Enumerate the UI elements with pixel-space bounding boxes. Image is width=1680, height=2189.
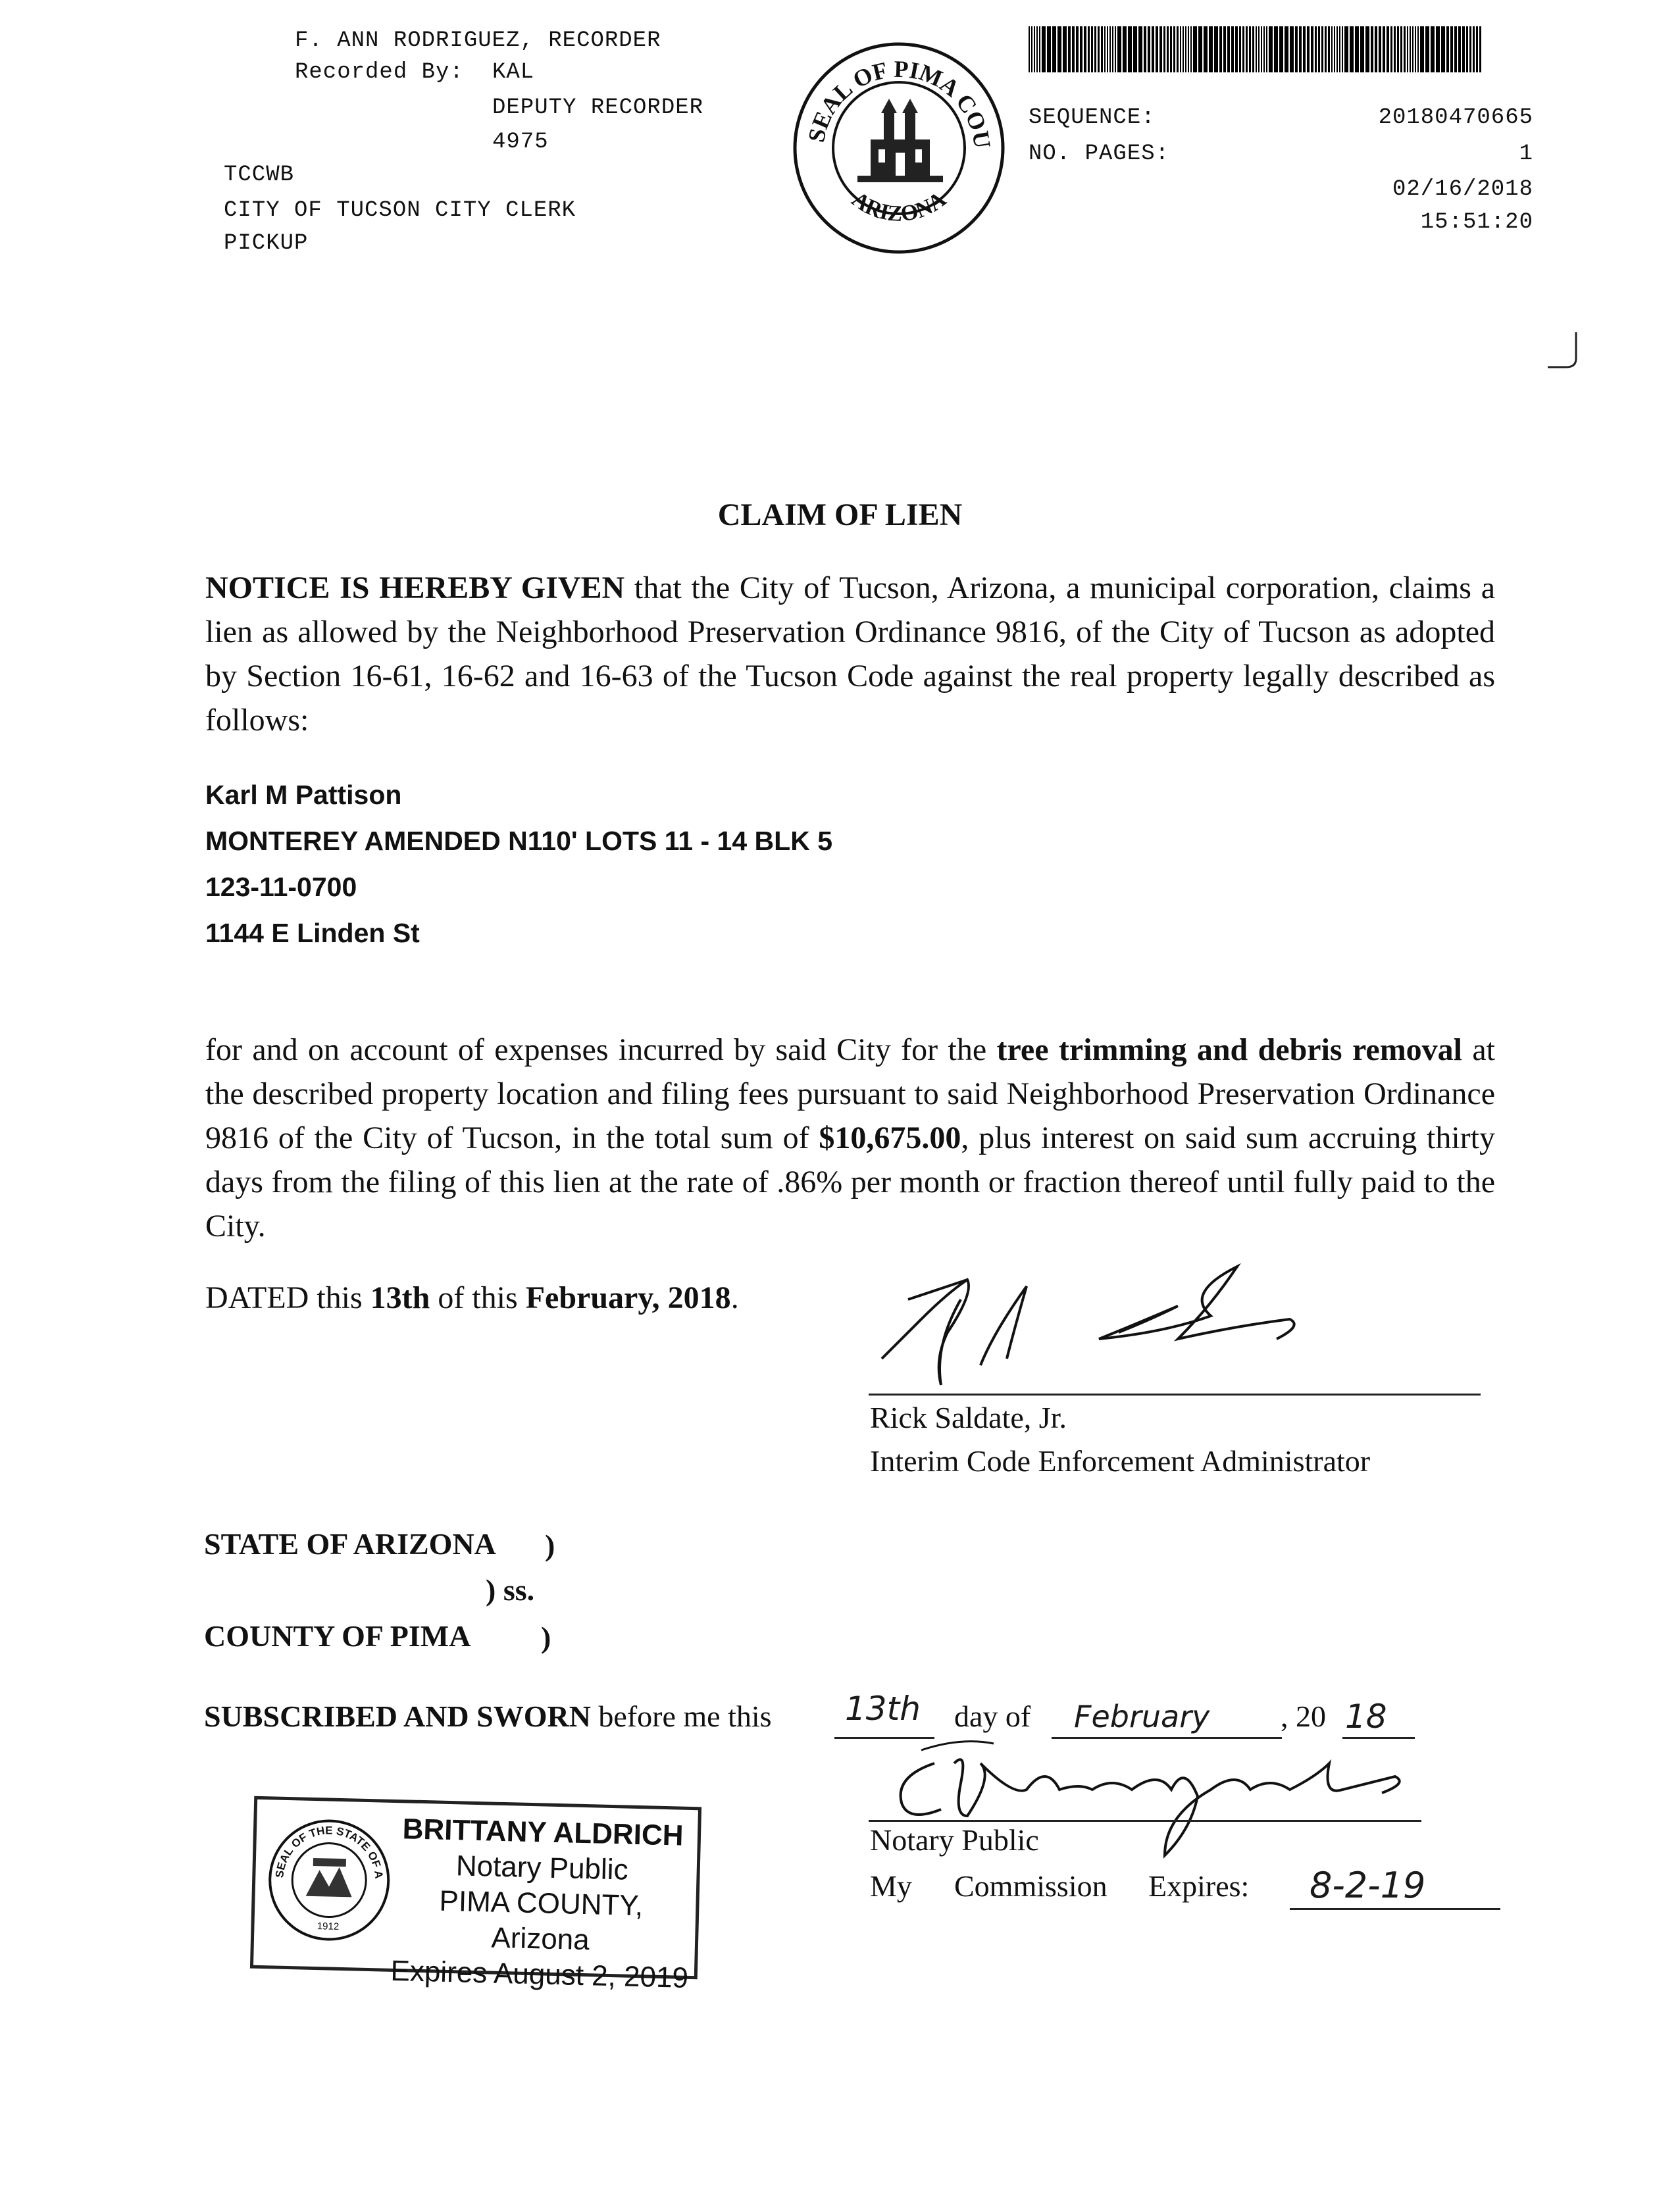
state-seal-year: 1912 bbox=[317, 1921, 340, 1932]
subscribed-line bbox=[204, 1699, 772, 1734]
barcode-bar bbox=[1404, 26, 1406, 72]
barcode-bar bbox=[1420, 26, 1424, 72]
barcode-bar bbox=[1290, 26, 1294, 72]
barcode bbox=[1029, 26, 1483, 76]
dated-mid: of this bbox=[430, 1280, 526, 1315]
signer-title: Interim Code Enforcement Administrator bbox=[870, 1444, 1371, 1478]
day-handwritten: 13th bbox=[845, 1690, 921, 1728]
barcode-bar bbox=[1436, 26, 1440, 72]
expense-text-1: for and on account of expenses incurred by said City for the bbox=[205, 1032, 997, 1067]
barcode-bar bbox=[1274, 26, 1278, 72]
barcode-bar bbox=[1417, 26, 1419, 72]
barcode-bar bbox=[1469, 26, 1471, 72]
record-date: 02/16/2018 bbox=[1392, 177, 1533, 202]
barcode-bar bbox=[1246, 26, 1248, 72]
barcode-bar bbox=[1235, 26, 1238, 72]
document-title: CLAIM OF LIEN bbox=[717, 497, 963, 532]
svg-text:GREAT SEAL OF THE STATE OF ARI bbox=[265, 1816, 387, 1881]
subscribed-bold: SUBSCRIBED AND SWORN bbox=[204, 1699, 591, 1733]
barcode-bar bbox=[1350, 26, 1354, 72]
barcode-bar bbox=[1091, 26, 1093, 72]
state-seal-text: SEAL OF THE STATE OF ARIZONA bbox=[273, 1824, 386, 1880]
barcode-bar bbox=[1152, 26, 1154, 72]
barcode-bar bbox=[1219, 26, 1222, 72]
barcode-bar bbox=[1269, 26, 1273, 72]
barcode-bar bbox=[1133, 26, 1137, 72]
barcode-bar bbox=[1088, 26, 1090, 72]
pages-label: NO. PAGES: bbox=[1029, 141, 1170, 166]
barcode-bar bbox=[1183, 26, 1184, 72]
commission-my: My bbox=[870, 1869, 912, 1903]
year-handwritten: 18 bbox=[1345, 1698, 1387, 1736]
signature-line bbox=[869, 1394, 1481, 1396]
day-of-text: day of bbox=[954, 1699, 1031, 1733]
barcode-bar bbox=[1412, 26, 1413, 72]
property-owner: Karl M Pattison bbox=[205, 780, 402, 810]
barcode-bar bbox=[1279, 26, 1283, 72]
barcode-bar bbox=[1063, 26, 1067, 72]
barcode-bar bbox=[1303, 26, 1306, 72]
barcode-bar bbox=[1159, 26, 1162, 72]
barcode-bar bbox=[1261, 26, 1262, 72]
barcode-bar bbox=[1042, 26, 1046, 72]
barcode-bar bbox=[1318, 26, 1320, 72]
sequence-value: 20180470665 bbox=[1378, 105, 1533, 130]
clerk-line: CITY OF TUCSON CITY CLERK bbox=[224, 198, 576, 223]
expense-paragraph bbox=[205, 1028, 1495, 1248]
expense-work: tree trimming and debris removal bbox=[996, 1032, 1463, 1067]
barcode-bar bbox=[1117, 26, 1121, 72]
barcode-bar bbox=[1339, 26, 1340, 72]
barcode-bar bbox=[1177, 26, 1179, 72]
barcode-bar bbox=[1400, 26, 1402, 72]
year-blank bbox=[1342, 1698, 1415, 1739]
venue-paren-2: ) bbox=[541, 1621, 551, 1654]
barcode-bar bbox=[1371, 26, 1373, 72]
barcode-bar bbox=[1039, 26, 1040, 72]
barcode-bar bbox=[1204, 26, 1208, 72]
barcode-bar bbox=[1315, 26, 1317, 72]
stamp-role: Notary Public bbox=[455, 1849, 629, 1886]
barcode-bar bbox=[1336, 26, 1338, 72]
recorded-by-value: KAL bbox=[492, 60, 535, 85]
venue-state: STATE OF ARIZONA bbox=[204, 1527, 496, 1561]
barcode-bar bbox=[1156, 26, 1158, 72]
barcode-bar bbox=[1198, 26, 1202, 72]
barcode-bar bbox=[1185, 26, 1186, 72]
year-prefix: , 20 bbox=[1281, 1699, 1326, 1733]
pages-value: 1 bbox=[1519, 141, 1533, 166]
barcode-bar bbox=[1052, 26, 1056, 72]
barcode-bar bbox=[1479, 26, 1481, 72]
barcode-bar bbox=[1450, 26, 1453, 72]
recording-code: TCCWB bbox=[224, 163, 295, 188]
barcode-bar bbox=[1462, 26, 1465, 72]
barcode-bar bbox=[1239, 26, 1241, 72]
barcode-bar bbox=[1115, 26, 1116, 72]
month-blank bbox=[1052, 1699, 1282, 1739]
barcode-bar bbox=[1123, 26, 1127, 72]
venue-paren-1: ) bbox=[545, 1528, 555, 1562]
commission-expires: Expires: bbox=[1148, 1869, 1250, 1903]
barcode-bar bbox=[1173, 26, 1175, 72]
barcode-bar bbox=[1415, 26, 1416, 72]
barcode-bar bbox=[1295, 26, 1298, 72]
barcode-bar bbox=[1441, 26, 1445, 72]
recorder-line: F. ANN RODRIGUEZ, RECORDER bbox=[295, 28, 661, 53]
day-blank bbox=[834, 1690, 934, 1739]
notice-paragraph bbox=[205, 566, 1495, 742]
barcode-bar bbox=[1072, 26, 1075, 72]
barcode-bar bbox=[1036, 26, 1038, 72]
barcode-bar bbox=[1227, 26, 1230, 72]
barcode-bar bbox=[1397, 26, 1399, 72]
barcode-bar bbox=[1138, 26, 1142, 72]
barcode-bar bbox=[1266, 26, 1267, 72]
barcode-bar bbox=[1076, 26, 1079, 72]
barcode-bar bbox=[1214, 26, 1218, 72]
expires-handwritten: 8-2-19 bbox=[1310, 1865, 1426, 1906]
barcode-bar bbox=[1355, 26, 1359, 72]
notary-stamp bbox=[250, 1796, 701, 1994]
barcode-bar bbox=[1473, 26, 1475, 72]
corner-mark bbox=[1546, 329, 1586, 378]
expense-total: $10,675.00 bbox=[819, 1120, 961, 1155]
barcode-bar bbox=[1029, 26, 1030, 72]
dated-day: 13th bbox=[370, 1280, 430, 1315]
barcode-bar bbox=[1109, 26, 1111, 72]
notary-stamp-text bbox=[388, 1811, 694, 1996]
barcode-bar bbox=[1193, 26, 1197, 72]
notice-text: that the City of Tucson, Arizona, a municipal corporation, claims a lien as allowed by the Neighborhood Preservation Ordinance 9816, of the City of Tucson as adopted by Section 16-61, 16-62 and 16-63 of the Tucson Code against the real property legally described as follows: bbox=[205, 570, 1495, 738]
barcode-bar bbox=[1188, 26, 1189, 72]
barcode-bar bbox=[1425, 26, 1429, 72]
barcode-bar bbox=[1387, 26, 1389, 72]
venue-ss: ) ss. bbox=[486, 1573, 535, 1607]
record-time: 15:51:20 bbox=[1420, 210, 1533, 235]
seal-bottom-text: ARIZONA bbox=[847, 187, 951, 227]
dated-prefix: DATED this bbox=[205, 1280, 370, 1315]
notice-heading: NOTICE IS HEREBY GIVEN bbox=[205, 570, 625, 605]
barcode-bar bbox=[1057, 26, 1061, 72]
barcode-bar bbox=[1342, 26, 1343, 72]
barcode-bar bbox=[1128, 26, 1132, 72]
barcode-bar bbox=[1321, 26, 1323, 72]
barcode-bar bbox=[1476, 26, 1478, 72]
notary-signature-line bbox=[869, 1820, 1421, 1822]
stamp-name: BRITTANY ALDRICH bbox=[402, 1813, 684, 1852]
barcode-bar bbox=[1379, 26, 1381, 72]
barcode-bar bbox=[1084, 26, 1086, 72]
barcode-bar bbox=[1231, 26, 1234, 72]
barcode-bar bbox=[1249, 26, 1251, 72]
barcode-bar bbox=[1101, 26, 1103, 72]
barcode-bar bbox=[1180, 26, 1181, 72]
venue-county: COUNTY OF PIMA bbox=[204, 1619, 471, 1653]
barcode-bar bbox=[1334, 26, 1335, 72]
barcode-bar bbox=[1223, 26, 1226, 72]
barcode-bar bbox=[1047, 26, 1051, 72]
barcode-bar bbox=[1311, 26, 1313, 72]
dated-month-year: February, 2018 bbox=[525, 1280, 731, 1315]
barcode-bar bbox=[1252, 26, 1254, 72]
barcode-bar bbox=[1098, 26, 1100, 72]
commission-word: Commission bbox=[954, 1869, 1107, 1903]
barcode-bar bbox=[1144, 26, 1146, 72]
legal-description: MONTEREY AMENDED N110' LOTS 11 - 14 BLK 5 bbox=[205, 826, 832, 856]
barcode-bar bbox=[1148, 26, 1150, 72]
barcode-bar bbox=[1383, 26, 1385, 72]
svg-text:ARIZONA bbox=[847, 187, 950, 226]
barcode-bar bbox=[1307, 26, 1310, 72]
barcode-bar bbox=[1031, 26, 1032, 72]
barcode-bar bbox=[1107, 26, 1108, 72]
barcode-bar bbox=[1446, 26, 1449, 72]
barcode-bar bbox=[1328, 26, 1330, 72]
barcode-bar bbox=[1112, 26, 1113, 72]
sequence-label: SEQUENCE: bbox=[1029, 105, 1156, 130]
parcel-number: 123-11-0700 bbox=[205, 872, 357, 902]
dated-line bbox=[205, 1280, 739, 1316]
recorded-by-label: Recorded By: bbox=[295, 60, 464, 85]
barcode-bar bbox=[1256, 26, 1257, 72]
barcode-bar bbox=[1325, 26, 1327, 72]
barcode-bar bbox=[1407, 26, 1408, 72]
barcode-bar bbox=[1068, 26, 1071, 72]
pickup-line: PICKUP bbox=[224, 231, 309, 256]
barcode-bar bbox=[1285, 26, 1288, 72]
subscribed-text: before me this bbox=[590, 1699, 772, 1733]
barcode-bar bbox=[1094, 26, 1096, 72]
barcode-bar bbox=[1390, 26, 1392, 72]
barcode-bar bbox=[1258, 26, 1260, 72]
barcode-bar bbox=[1375, 26, 1377, 72]
barcode-bar bbox=[1344, 26, 1348, 72]
deputy-recorder: DEPUTY RECORDER bbox=[492, 95, 704, 120]
barcode-bar bbox=[1263, 26, 1265, 72]
signer-name: Rick Saldate, Jr. bbox=[870, 1401, 1067, 1434]
barcode-bar bbox=[1466, 26, 1468, 72]
arizona-state-seal bbox=[265, 1816, 394, 1948]
barcode-bar bbox=[1170, 26, 1172, 72]
barcode-bar bbox=[1454, 26, 1457, 72]
expense-text-3: , plus interest on said sum accruing thirty days from the filing of this lien at the rate of .86% per month or fraction thereof until fully paid to the City. bbox=[205, 1120, 1496, 1244]
stamp-expires: Expires August 2, 2019 bbox=[390, 1954, 689, 1994]
barcode-bar bbox=[1209, 26, 1213, 72]
barcode-bar bbox=[1365, 26, 1369, 72]
barcode-bar bbox=[1394, 26, 1396, 72]
stamp-county: PIMA COUNTY, Arizona bbox=[439, 1884, 644, 1957]
pima-county-seal bbox=[792, 41, 1006, 255]
barcode-bar bbox=[1242, 26, 1244, 72]
barcode-bar bbox=[1167, 26, 1169, 72]
month-handwritten: February bbox=[1074, 1699, 1210, 1734]
barcode-bar bbox=[1163, 26, 1165, 72]
deputy-number: 4975 bbox=[492, 130, 549, 155]
barcode-bar bbox=[1458, 26, 1461, 72]
barcode-bar bbox=[1431, 26, 1435, 72]
expires-blank bbox=[1290, 1865, 1500, 1910]
dated-suffix: . bbox=[730, 1280, 739, 1315]
barcode-bar bbox=[1190, 26, 1192, 72]
barcode-bar bbox=[1331, 26, 1333, 72]
barcode-bar bbox=[1360, 26, 1364, 72]
barcode-bar bbox=[1410, 26, 1411, 72]
expense-text-2: at the described property location and filing fees pursuant to said Neighborhood Preservation Ordinance 9816 of the City of Tucson, in the total sum of bbox=[205, 1032, 1496, 1155]
barcode-bar bbox=[1034, 26, 1035, 72]
property-address: 1144 E Linden St bbox=[205, 918, 420, 948]
barcode-bar bbox=[1080, 26, 1082, 72]
barcode-bar bbox=[1299, 26, 1302, 72]
barcode-bar bbox=[1104, 26, 1106, 72]
seal-top-text: SEAL OF PIMA COU bbox=[803, 55, 996, 151]
notary-public-label: Notary Public bbox=[870, 1823, 1039, 1857]
